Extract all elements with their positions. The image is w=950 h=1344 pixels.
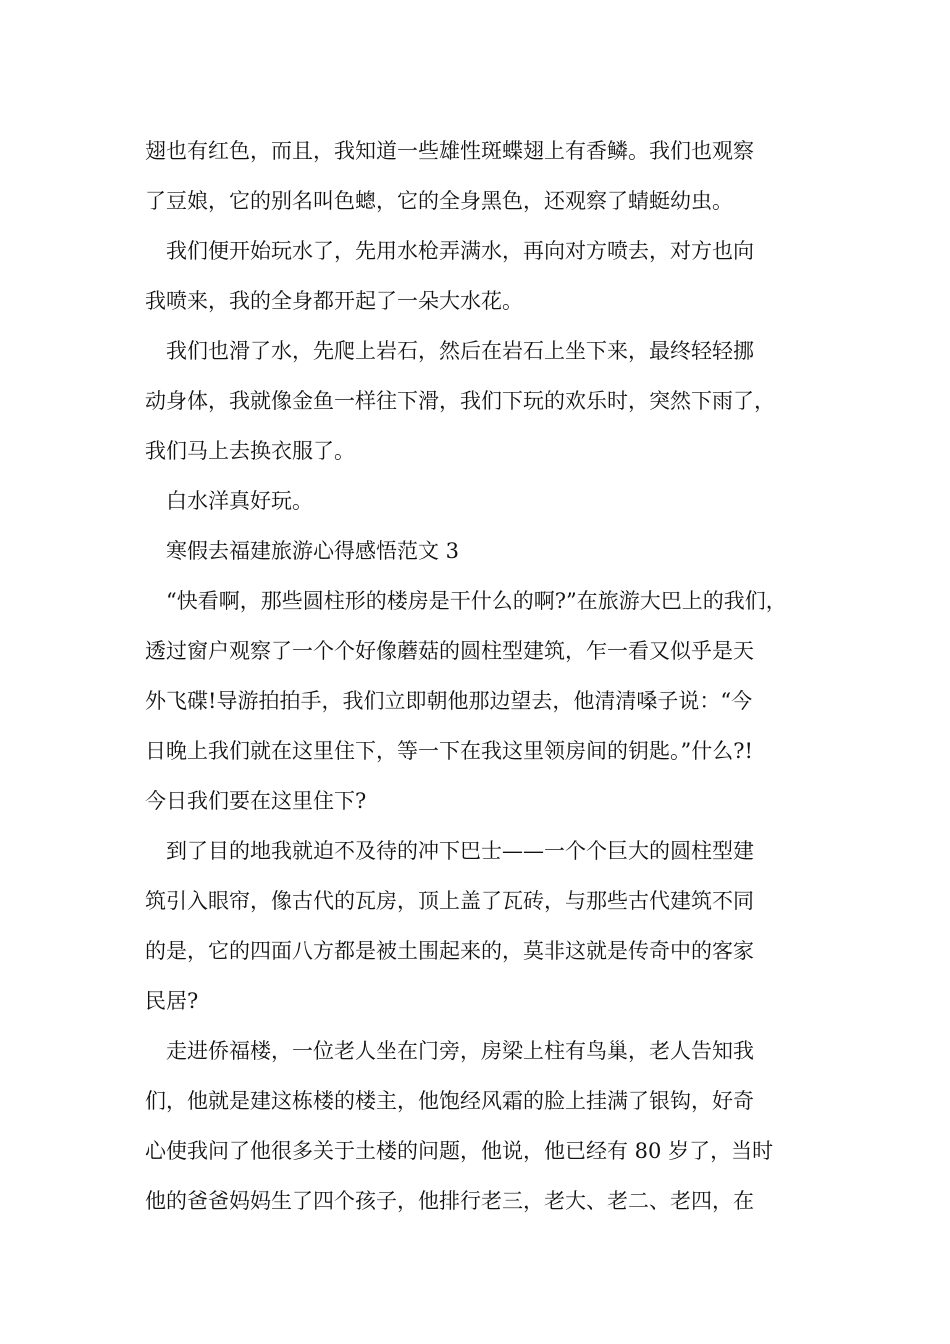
text-line: 民居? (145, 989, 199, 1013)
text-line: 的是，它的四面八方都是被土围起来的，莫非这就是传奇中的客家 (145, 939, 754, 963)
paragraph-start: 我们便开始玩水了，先用水枪弄满水，再向对方喷去，对方也向 (166, 239, 754, 263)
text-line: 心使我问了他很多关于土楼的问题，他说，他已经有 80 岁了，当时 (145, 1139, 774, 1163)
text-line: 日晚上我们就在这里住下，等一下在我这里领房间的钥匙。”什么?! (145, 739, 753, 763)
paragraph-start: 到了目的地我就迫不及待的冲下巴士——一个个巨大的圆柱型建 (166, 839, 754, 863)
section-heading: 寒假去福建旅游心得感悟范文 3 (166, 539, 460, 563)
paragraph-start: 白水洋真好玩。 (166, 489, 313, 513)
text-line: 外飞碟!导游拍拍手，我们立即朝他那边望去，他清清嗓子说：“今 (145, 689, 753, 713)
paragraph-start: 走进侨福楼，一位老人坐在门旁，房梁上柱有鸟巢，老人告知我 (166, 1039, 754, 1063)
text-line: 们，他就是建这栋楼的楼主，他饱经风霜的脸上挂满了银钩，好奇 (145, 1089, 754, 1113)
text-line: 翅也有红色，而且，我知道一些雄性斑蝶翅上有香鳞。我们也观察 (145, 139, 754, 163)
text-line: 动身体，我就像金鱼一样往下滑，我们下玩的欢乐时，突然下雨了， (145, 389, 775, 413)
paragraph-start: 我们也滑了水，先爬上岩石，然后在岩石上坐下来，最终轻轻挪 (166, 339, 754, 363)
text-line: 我喷来，我的全身都开起了一朵大水花。 (145, 289, 523, 313)
text-line: 透过窗户观察了一个个好像蘑菇的圆柱型建筑，乍一看又似乎是天 (145, 639, 754, 663)
text-line: 今日我们要在这里住下? (145, 789, 367, 813)
paragraph-start: “快看啊，那些圆柱形的楼房是干什么的啊?”在旅游大巴上的我们， (166, 589, 787, 613)
text-line: 我们马上去换衣服了。 (145, 439, 355, 463)
text-line: 筑引入眼帘，像古代的瓦房，顶上盖了瓦砖，与那些古代建筑不同 (145, 889, 754, 913)
text-line: 他的爸爸妈妈生了四个孩子，他排行老三，老大、老二、老四，在 (145, 1189, 754, 1213)
text-line: 了豆娘，它的别名叫色蟌，它的全身黑色，还观察了蜻蜓幼虫。 (145, 189, 733, 213)
